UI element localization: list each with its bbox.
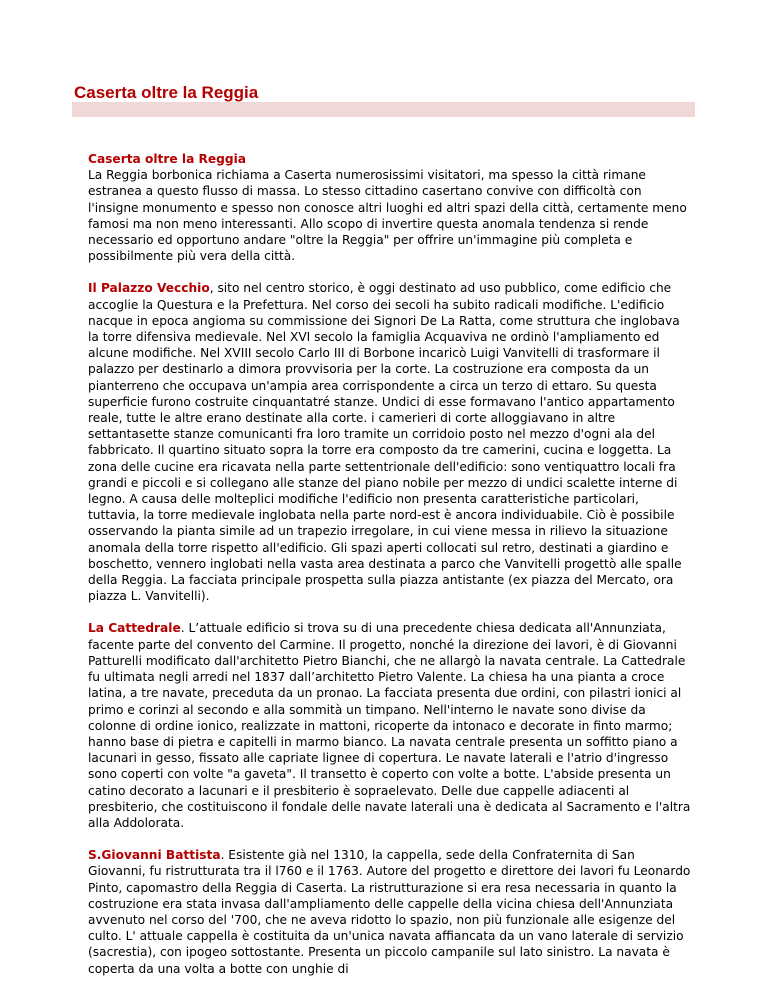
paragraph-palazzo-vecchio-text: , sito nel centro storico, è oggi destinato ad uso pubblico, come edificio che accoglie la Questura e la Prefettura. Nel corso dei secoli ha subito radicali modifiche. L'edificio nacque in epoca angioma su commissione dei Signori De La Ratta, come struttura che inglobava la torre difensiva medievale. Nel XVI secolo la famiglia Acquaviva ne ordinò l'ampliamento ed alcune modifiche. Nel XVIII secolo Carlo III di Borbone incaricò Luigi Vanvitelli di trasformare il palazzo per destinarlo a dimora provvisoria per la corte. La costruzione era composta da un pianterreno che occupava un'ampia area corrispondente a circa un terzo di ettaro. Su questa superficie furono costruite cinquantatré stanze. Undici di esse formavano l'antico appartamento reale, tutte le altre erano destinate alla corte. i camerieri di corte alloggiavano in altre settantasette stanze comunicanti fra loro tramite un corridoio posto nel mezzo d'ogni ala del fabbricato. Il quartino situato sopra la torre era composto da tre camerini, cucina e loggetta. La zona delle cucine era ricavata nella parte settentrionale dell'edificio: sono ventiquattro locali fra grandi e piccoli e si collegano alle stanze del piano nobile per mezzo di undici scalette interne di legno. A causa delle molteplici modifiche l'edificio non presenta caratteristiche particolari, tuttavia, la torre medievale inglobata nella parte nord-est è ancora individuabile. Ciò è possibile osservando la pianta simile ad un trapezio irregolare, in cui viene messa in rilievo la situazione anomala della torre rispetto all'edificio. Gli spazi aperti collocati sul retro, destinati a giardino e boschetto, vennero inglobati nella vasta area destinata a parco che Vanvitelli progettò alle spalle della Reggia. La facciata principale prospetta sulla piazza antistante (ex piazza del Mercato, ora piazza L. Vanvitelli). (88, 281, 682, 604)
section-heading-intro: Caserta oltre la Reggia (88, 152, 247, 166)
paragraph-san-giovanni (88, 847, 694, 977)
section-heading-san-giovanni: S.Giovanni Battista (88, 848, 221, 863)
section-heading-palazzo-vecchio: Il Palazzo Vecchio (88, 281, 210, 296)
paragraph-intro (88, 151, 694, 264)
title-underline-bar (72, 102, 695, 117)
paragraph-cattedrale (88, 620, 694, 831)
paragraph-cattedrale-text: . L’attuale edificio si trova su di una precedente chiesa dedicata all'Annunziata, facente parte del convento del Carmine. Il progetto, nonché la direzione dei lavori, è di Giovanni Patturelli modificato dall'architetto Pietro Bianchi, che ne allargò la navata centrale. La Cattedrale fu ultimata negli arredi nel 1837 dall’architetto Pietro Valente. La chiesa ha una pianta a croce latina, a tre navate, preceduta da un pronao. La facciata presenta due ordini, con pilastri ionici al primo e corinzi al secondo e alla sommità un timpano. Nell'interno le navate sono divise da colonne di ordine ionico, realizzate in mattoni, ricoperte da intonaco e decorate in finto marmo; hanno base di pietra e capitelli in marmo bianco. La navata centrale presenta un soffitto piano a lacunari in gesso, fissato alle capriate lignee di copertura. Le navate laterali e l'atrio d'ingresso sono coperti con volte "a gaveta". Il transetto è coperto con volte a botte. L'abside presenta un catino decorato a lacunari e il presbiterio è sopraelevato. Delle due cappelle adiacenti al presbiterio, che costituiscono il fondale delle navate laterali una è dedicata al Sacramento e l'altra alla Addolorata. (88, 621, 691, 830)
paragraph-intro-text: La Reggia borbonica richiama a Caserta numerosissimi visitatori, ma spesso la città rimane estranea a questo flusso di massa. Lo stesso cittadino casertano convive con difficoltà con l'insigne monumento e spesso non conosce altri luoghi ed altri spazi della città, certamente meno famosi ma non meno interessanti. Allo scopo di invertire questa anomala tendenza si rende necessario ed opportuno andare "oltre la Reggia" per offrire un'immagine più completa e possibilmente più vera della città. (88, 168, 687, 264)
page-title: Caserta oltre la Reggia (74, 83, 259, 102)
paragraph-palazzo-vecchio (88, 280, 694, 604)
article-body (88, 151, 694, 993)
paragraph-san-giovanni-text: . Esistente già nel 1310, la cappella, sede della Confraternita di San Giovanni, fu ristrutturata tra il l760 e il 1763. Autore del progetto e direttore dei lavori fu Leonardo Pinto, capomastro della Reggia di Caserta. La ristrutturazione si era resa necessaria in quanto la costruzione era stata invasa dall'ampliamento delle cappelle della vicina chiesa dell'Annunziata avvenuto nel corso del '700, che ne aveva ridotto lo spazio, non più funzionale alle esigenze del culto. L' attuale cappella è costituita da un'unica navata affiancata da un vano laterale di servizio (sacrestia), con ipogeo sottostante. Presenta un piccolo campanile sul lato sinistro. La navata è coperta da una volta a botte con unghie di (88, 848, 691, 976)
section-heading-cattedrale: La Cattedrale (88, 621, 181, 636)
